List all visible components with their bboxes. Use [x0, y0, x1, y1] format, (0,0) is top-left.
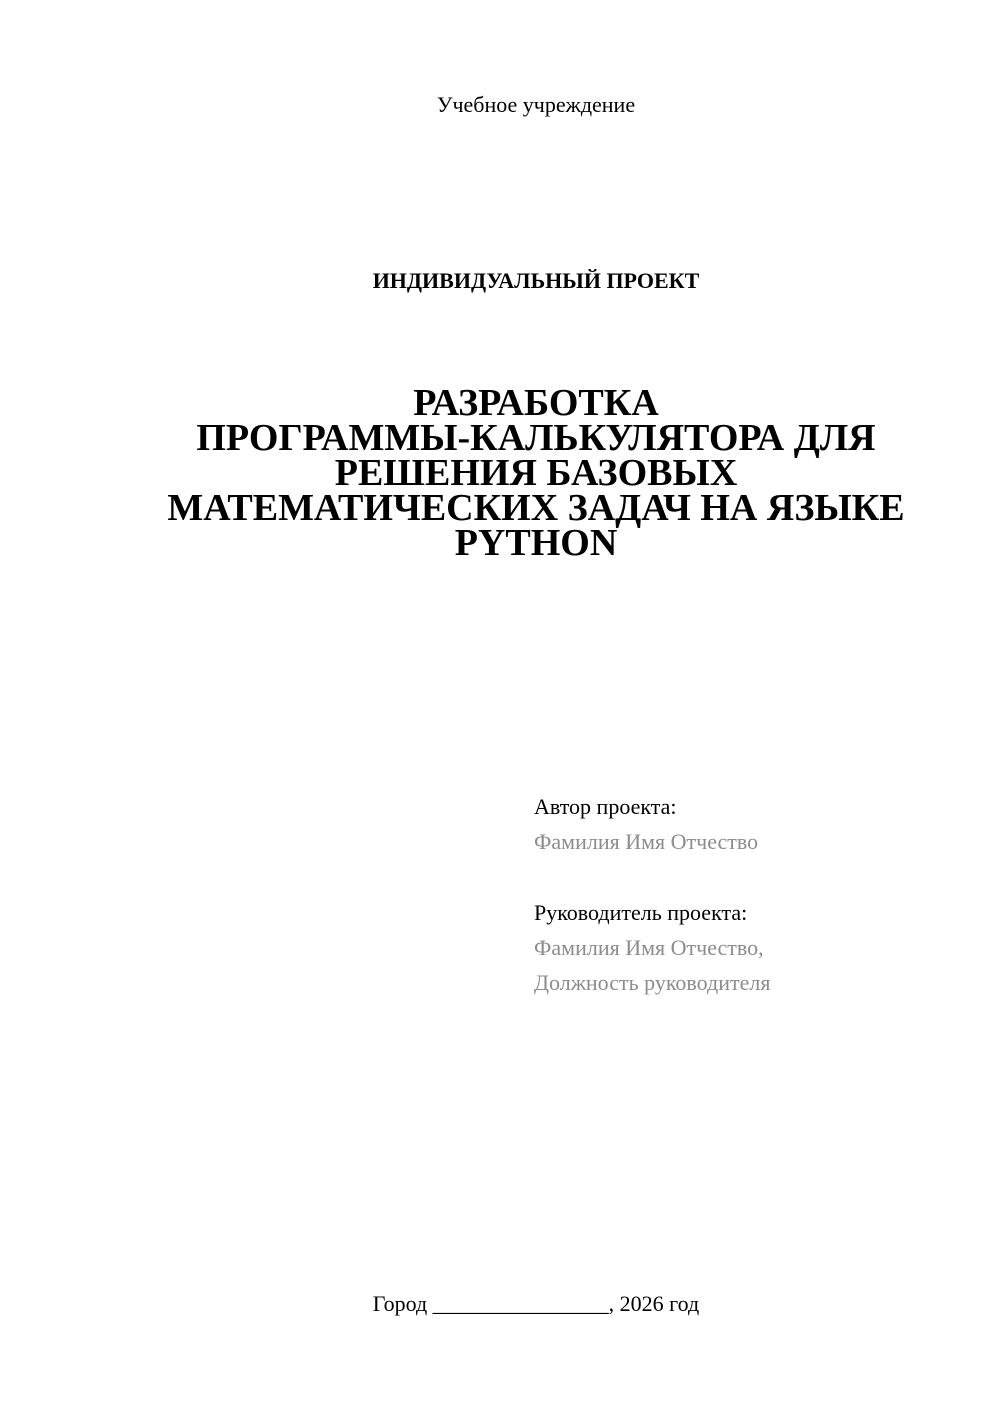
- spacer: [534, 859, 770, 895]
- project-title-line: ПРОГРАММЫ-КАЛЬКУЛЯТОРА ДЛЯ: [196, 417, 876, 459]
- institution-name: Учебное учреждение: [436, 92, 636, 117]
- project-title-line: РЕШЕНИЯ БАЗОВЫХ: [334, 452, 738, 494]
- project-title-line: МАТЕМАТИЧЕСКИХ ЗАДАЧ НА ЯЗЫКЕ: [167, 487, 905, 529]
- supervisor-label: Руководитель проекта:: [534, 900, 748, 925]
- project-title: [0, 382, 1000, 564]
- supervisor-position: Должность руководителя: [534, 970, 771, 995]
- project-title-line: РАЗРАБОТКА: [413, 382, 659, 424]
- city-year-line: Город ________________, 2026 год: [372, 1291, 700, 1316]
- author-name: Фамилия Имя Отчество: [534, 829, 759, 854]
- project-type-heading: ИНДИВИДУАЛЬНЫЙ ПРОЕКТ: [372, 268, 700, 293]
- supervisor-name: Фамилия Имя Отчество,: [534, 935, 764, 960]
- project-title-line: PYTHON: [454, 522, 618, 564]
- author-label: Автор проекта:: [534, 794, 677, 819]
- project-participants: [534, 789, 770, 1000]
